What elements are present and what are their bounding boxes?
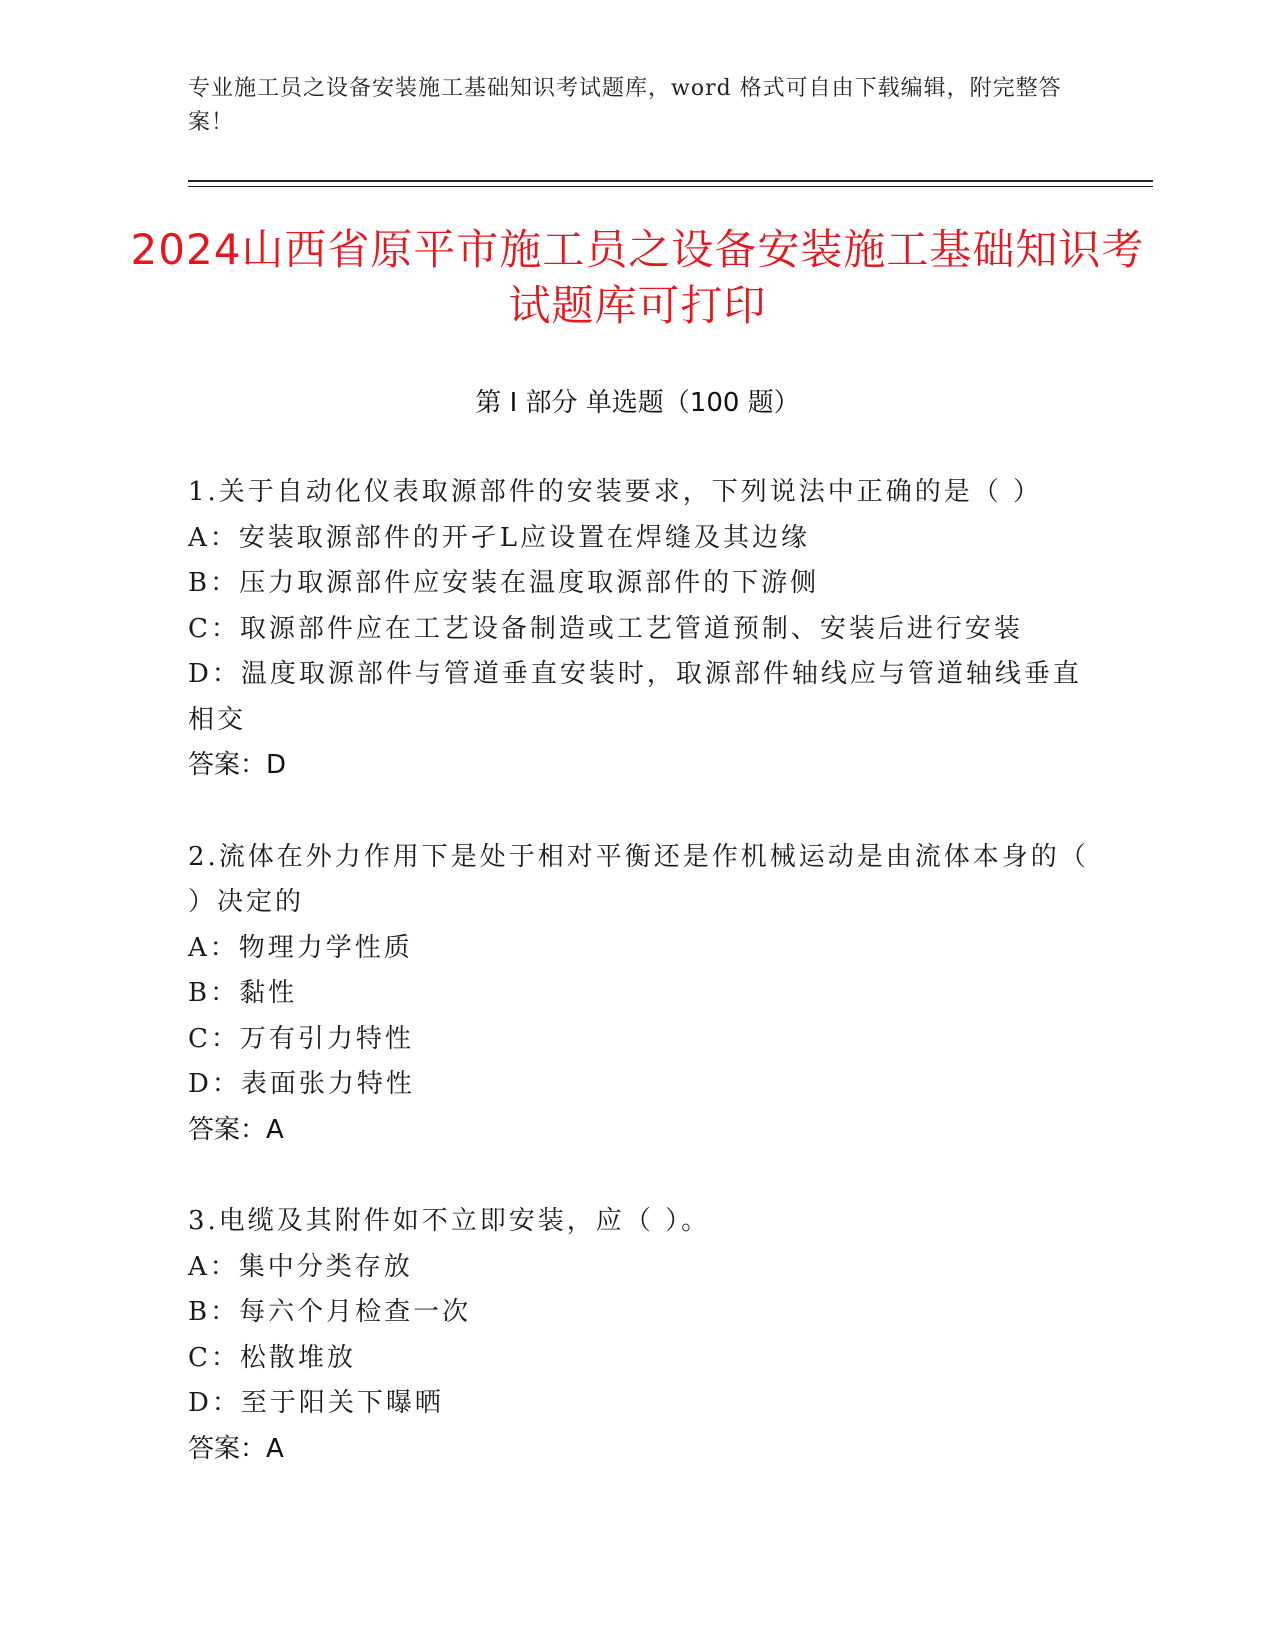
option-b: B：压力取源部件应安装在温度取源部件的下游侧 <box>188 568 820 598</box>
header-divider-bottom <box>188 186 1153 187</box>
option-a: A：安装取源部件的开孑L应设置在焊缝及其边缘 <box>188 522 811 553</box>
option-c: C：取源部件应在工艺设备制造或工艺管道预制、安装后进行安装 <box>188 613 1023 644</box>
answer: 答案：D <box>188 750 287 780</box>
question-list <box>188 470 1093 1518</box>
question-stem: 1.关于自动化仪表取源部件的安装要求，下列说法中正确的是（ ） <box>188 477 1043 507</box>
option-b: B：黏性 <box>188 978 298 1008</box>
section-heading: 第 I 部分 单选题（100 题） <box>475 388 800 418</box>
question-stem: 3.电缆及其附件如不立即安装，应（ ）。 <box>188 1206 711 1236</box>
document-title: 2024山西省原平市施工员之设备安装施工基础知识考试题库可打印 <box>130 225 1145 330</box>
header-note: 专业施工员之设备安装施工基础知识考试题库，word 格式可自由下载编辑，附完整答案！ <box>188 76 1062 135</box>
question-2 <box>188 835 1093 1154</box>
answer: 答案：A <box>188 1114 284 1145</box>
option-a: A：集中分类存放 <box>188 1251 413 1282</box>
question-3 <box>188 1199 1093 1472</box>
option-d: D：至于阳关下曝晒 <box>188 1388 444 1418</box>
question-stem: 2.流体在外力作用下是处于相对平衡还是作机械运动是由流体本身的（ ）决定的 <box>188 841 1089 917</box>
option-a: A：物理力学性质 <box>188 932 413 963</box>
option-b: B：每六个月检查一次 <box>188 1297 472 1327</box>
answer: 答案：A <box>188 1433 284 1464</box>
header-divider-top <box>188 180 1153 182</box>
option-c: C：松散堆放 <box>188 1342 356 1373</box>
question-1 <box>188 470 1093 789</box>
option-c: C：万有引力特性 <box>188 1023 414 1054</box>
option-d: D：温度取源部件与管道垂直安装时，取源部件轴线应与管道轴线垂直相交 <box>188 659 1082 735</box>
option-d: D：表面张力特性 <box>188 1069 415 1099</box>
